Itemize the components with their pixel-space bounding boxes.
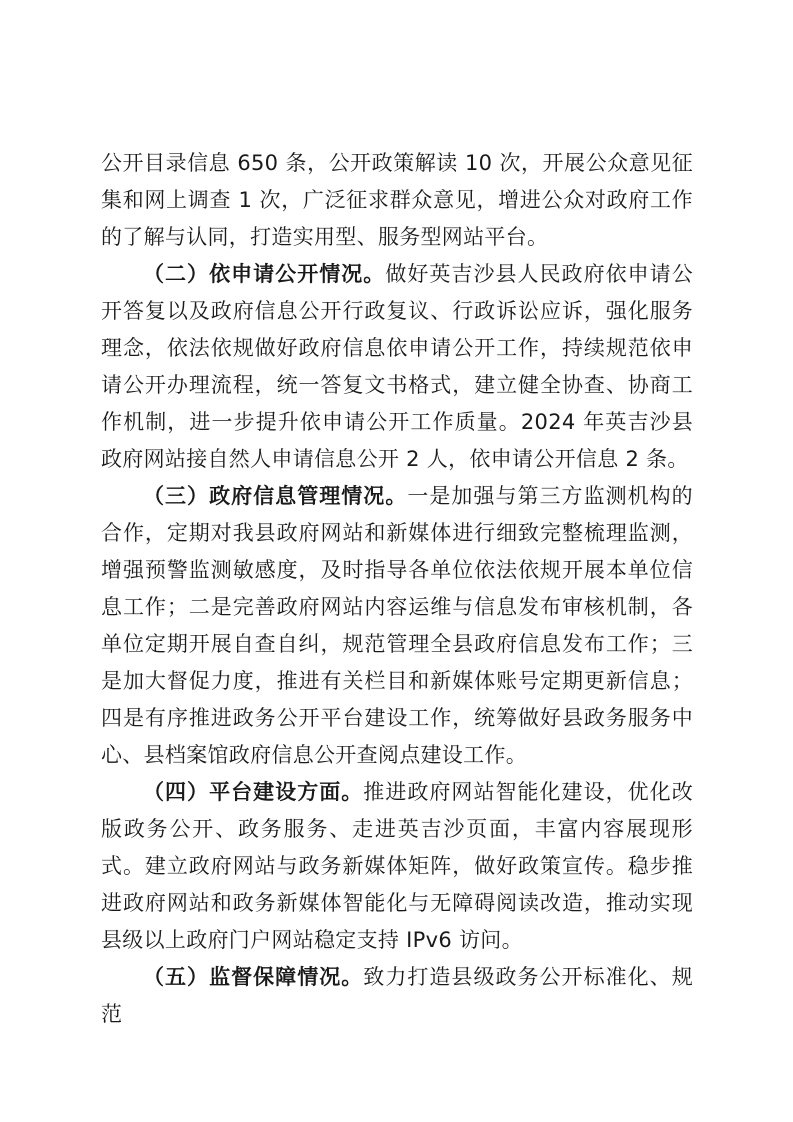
document-body [101, 145, 693, 1033]
paragraph-platform-construction [101, 774, 693, 959]
paragraph-body: 一是加强与第三方监测机构的合作，定期对我县政府网站和新媒体进行细致完整梳理监测，增强预警监测敏感度，及时指导各单位依法依规开展本单位信息工作；二是完善政府网站内容运维与信息发布审核机制，各单位定期开展自查自纠，规范管理全县政府信息发布工作；三是加大督促力度，推进有关栏目和新媒体账号定期更新信息；四是有序推进政务公开平台建设工作，统筹做好县政务服务中心、县档案馆政府信息公开查阅点建设工作。 [101, 484, 693, 767]
section-heading: （四）平台建设方面。 [143, 780, 364, 804]
paragraph-body: 公开目录信息 650 条，公开政策解读 10 次，开展公众意见征集和网上调查 1 次，广泛征求群众意见，增进公众对政府工作的了解与认同，打造实用型、服务型网站平台。 [101, 151, 693, 249]
paragraph-body: 做好英吉沙县人民政府依申请公开答复以及政府信息公开行政复议、行政诉讼应诉，强化服务理念，依法依规做好政府信息依申请公开工作，持续规范依申请公开办理流程，统一答复文书格式，建立健全协查、协商工作机制，进一步提升依申请公开工作质量。2024 年英吉沙县政府网站接自然人申请信息公开 2 人，依申请公开信息 2 条。 [101, 262, 693, 471]
paragraph-body: 推进政府网站智能化建设，优化改版政务公开、政务服务、走进英吉沙页面，丰富内容展现形式。建立政府网站与政务新媒体矩阵，做好政策宣传。稳步推进政府网站和政务新媒体智能化与无障碍阅读改造，推动实现县级以上政府门户网站稳定支持 IPv6 访问。 [101, 780, 694, 952]
section-heading: （三）政府信息管理情况。 [143, 484, 408, 508]
paragraph-continuation [101, 145, 693, 256]
paragraph-application-disclosure [101, 256, 693, 478]
section-heading: （五）监督保障情况。 [143, 965, 364, 989]
paragraph-supervision [101, 959, 693, 1033]
paragraph-information-management [101, 478, 693, 774]
paragraph-body: 致力打造县级政务公开标准化、规范 [101, 965, 694, 1026]
section-heading: （二）依申请公开情况。 [143, 262, 386, 286]
